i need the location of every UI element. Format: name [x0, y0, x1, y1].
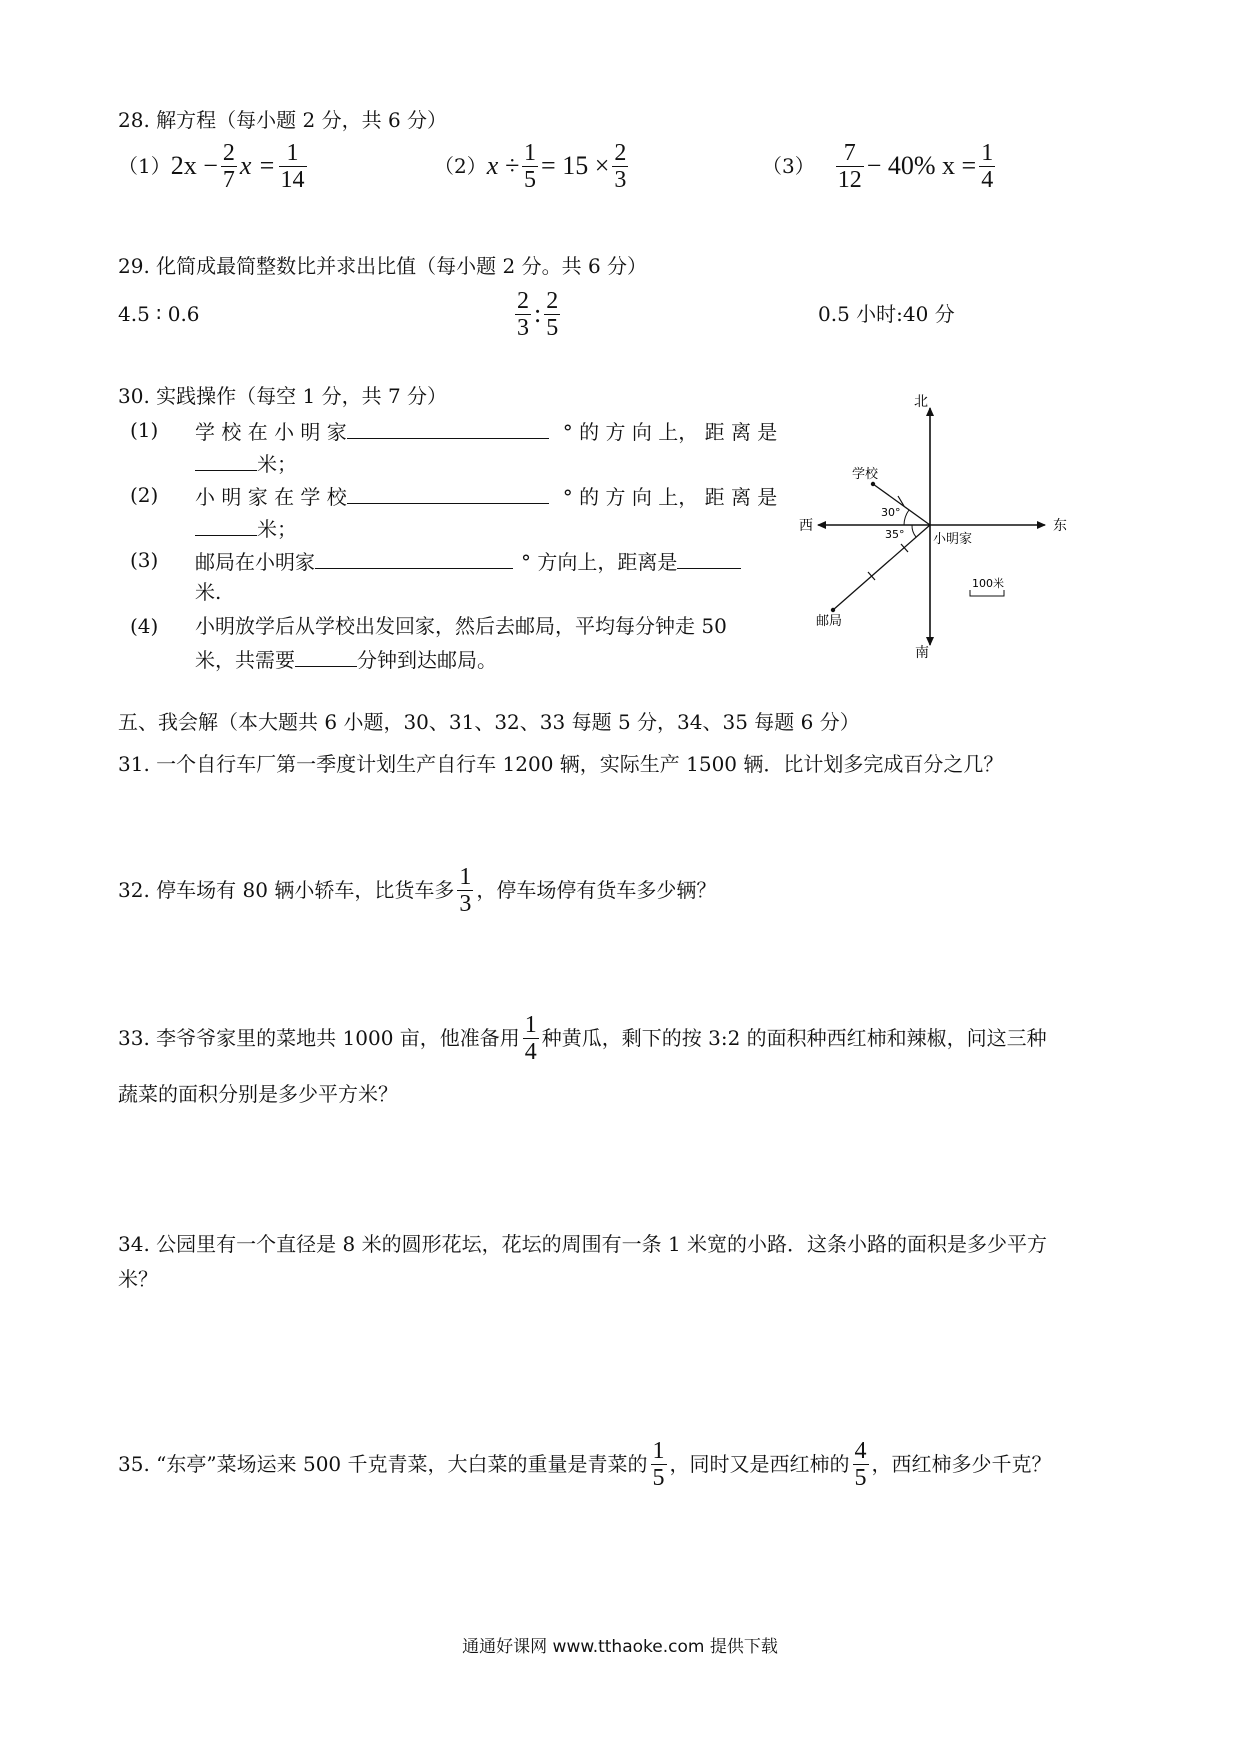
q35-frac-1: $\frac{1}{5}$: [652, 1437, 665, 1491]
q28-title: 28. 解方程（每小题 2 分，共 6 分）: [118, 108, 448, 132]
q29-r2-sep: :: [534, 299, 542, 328]
q30-item-1: [195, 416, 777, 446]
q30-item-4-line2: [195, 644, 497, 674]
west-label: 西: [799, 518, 813, 534]
q30-item-3-text-c: 米.: [195, 580, 222, 604]
q35-text-b: ，同时又是西红柿的: [669, 1452, 850, 1476]
q30-item-4-text-c: 分钟到达邮局。: [357, 648, 497, 672]
q30-item-1-label: (1): [130, 418, 159, 442]
scale-bar: [970, 590, 1004, 596]
q30-item-2-text-a: 小 明 家 在 学 校: [195, 485, 347, 509]
q28-e2-mid: = 15 ×: [541, 151, 610, 180]
q30-item-4-text-b: 米，共需要: [195, 648, 295, 672]
q30-blank-3a[interactable]: [315, 546, 513, 569]
q32: [118, 860, 716, 920]
post-point: [831, 608, 835, 612]
q28-e3-frac1: $\frac{7}{12}$: [837, 139, 862, 193]
q35-text-a: 35. “东亭”菜场运来 500 千克青菜，大白菜的重量是青菜的: [118, 1452, 648, 1476]
school-label: 学校: [852, 467, 879, 482]
q33-text-a: 33. 李爷爷家里的菜地共 1000 亩，他准备用: [118, 1026, 520, 1050]
q28-label-1: （1）: [118, 154, 171, 178]
q30-item-2: [195, 481, 777, 511]
post-label: 邮局: [816, 614, 843, 629]
q33-frac: $\frac{1}{4}$: [524, 1011, 537, 1065]
q29-ratio-1: 4.5 ∶ 0.6: [118, 302, 200, 326]
q33-text-b: 种黄瓜，剩下的按 3:2 的面积种西红柿和辣椒，问这三种: [541, 1026, 1047, 1050]
q30-item-1-text-a: 学 校 在 小 明 家: [195, 420, 347, 444]
q29-r2-frac1: $\frac{2}{3}$: [517, 287, 529, 341]
q28-e3-frac2: $\frac{1}{4}$: [981, 139, 994, 193]
q30-blank-1b[interactable]: [195, 448, 257, 471]
q29-title: 29. 化简成最简整数比并求出比值（每小题 2 分。共 6 分）: [118, 254, 648, 278]
q30-item-2-text-c: 米；: [257, 517, 297, 541]
q28-e3-mid: − 40% x =: [866, 151, 977, 180]
q30-item-1-text-c: 米；: [257, 452, 297, 476]
q30-title: 30. 实践操作（每空 1 分，共 7 分）: [118, 384, 448, 408]
south-label: 南: [915, 645, 929, 660]
q30-blank-1a[interactable]: [347, 416, 549, 439]
section5-title: 五、我会解（本大题共 6 小题，30、31、32、33 每题 5 分，34、35 每题 6 分）: [118, 710, 860, 734]
q32-text-b: ，停车场停有货车多少辆？: [476, 878, 717, 902]
q33-text-c: 蔬菜的面积分别是多少平方米？: [118, 1082, 398, 1106]
q28-equation-2: [434, 138, 631, 194]
q28-e1-frac1: $\frac{2}{7}$: [222, 139, 235, 193]
page-footer: 通通好课网 www.tthaoke.com 提供下载: [462, 1637, 778, 1657]
q30-item-3-text-a: 邮局在小明家: [195, 550, 315, 574]
school-point: [871, 482, 875, 486]
q30-item-1-line2: [195, 448, 297, 478]
home-label: 小明家: [933, 532, 973, 547]
scale-label: 100米: [972, 577, 1004, 590]
q28-equation-3: [762, 138, 998, 194]
q32-frac: $\frac{1}{3}$: [459, 863, 472, 917]
direction-diagram: [790, 390, 1090, 660]
q35-text-c: ，西红柿多少千克？: [871, 1452, 1052, 1476]
q30-item-3: [195, 546, 741, 576]
angle-arc-35: [912, 525, 916, 537]
q30-item-3-text-b: ° 方向上，距离是: [521, 550, 678, 574]
q28-e2-pre: x ÷: [486, 151, 520, 180]
q28-e2-frac1: $\frac{1}{5}$: [524, 139, 537, 193]
q30-blank-2a[interactable]: [347, 481, 549, 504]
q34-text-a: 34. 公园里有一个直径是 8 米的圆形花坛，花坛的周围有一条 1 米宽的小路．这条小路的面积是多少平方: [118, 1232, 1048, 1256]
q28-label-3: （3）: [762, 154, 815, 178]
q32-text-a: 32. 停车场有 80 辆小轿车，比货车多: [118, 878, 455, 902]
q28-equation-1: [118, 138, 310, 194]
q30-blank-2b[interactable]: [195, 513, 257, 536]
q29-ratio-2: [512, 284, 563, 344]
east-label: 东: [1053, 518, 1067, 534]
q29-r2-frac2: $\frac{2}{5}$: [546, 287, 559, 341]
q30-item-2-label: (2): [130, 483, 159, 507]
post-line: [833, 525, 930, 610]
q30-item-2-line2: [195, 513, 297, 543]
q28-e1-pre: 2x −: [170, 151, 218, 180]
q28-e1-frac2: $\frac{1}{14}$: [280, 139, 305, 193]
q30-item-3-label: (3): [130, 548, 159, 572]
q34-text-b: 米？: [118, 1267, 158, 1291]
north-label: 北: [914, 394, 928, 410]
q30-item-1-text-b: ° 的 方 向 上， 距 离 是: [562, 420, 778, 444]
q30-item-2-text-b: ° 的 方 向 上， 距 离 是: [562, 485, 778, 509]
angle-35-label: 35°: [885, 528, 905, 541]
q35: [118, 1434, 1052, 1494]
q30-item-4-text-a: 小明放学后从学校出发回家，然后去邮局，平均每分钟走 50: [195, 614, 727, 638]
q30-blank-4[interactable]: [295, 644, 357, 667]
q28-label-2: （2）: [434, 154, 487, 178]
angle-30-label: 30°: [881, 506, 901, 519]
q33: [118, 1008, 1047, 1068]
q35-frac-2: $\frac{4}{5}$: [854, 1437, 867, 1491]
q28-e2-frac2: $\frac{2}{3}$: [614, 139, 627, 193]
q28-e1-mid: x =: [239, 151, 276, 180]
q30-blank-3b[interactable]: [677, 546, 741, 569]
q30-item-4-label: (4): [130, 614, 159, 638]
q29-ratio-3: 0.5 小时:40 分: [818, 302, 955, 326]
q31-text: 31. 一个自行车厂第一季度计划生产自行车 1200 辆，实际生产 1500 辆．比计划多完成百分之几？: [118, 752, 1004, 776]
angle-arc-30: [904, 510, 909, 525]
